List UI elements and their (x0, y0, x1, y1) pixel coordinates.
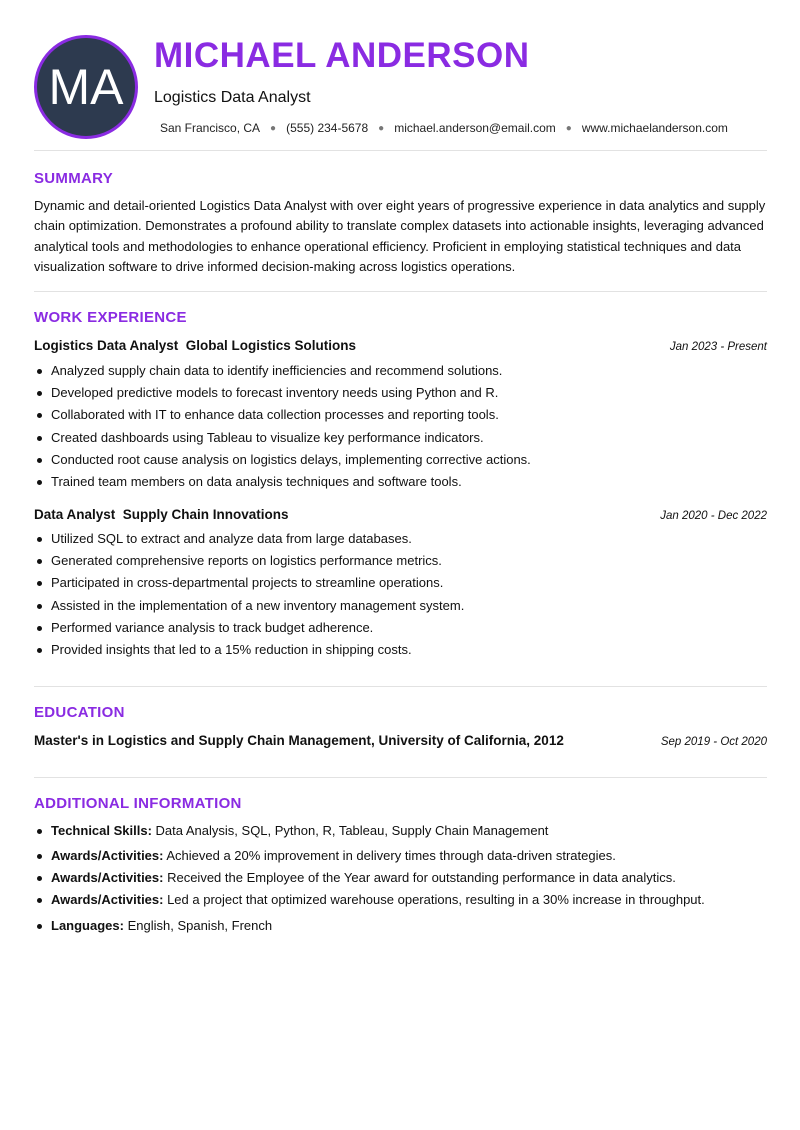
list-item: Conducted root cause analysis on logistics delays, implementing corrective actions. (51, 449, 531, 471)
list-item (51, 916, 705, 936)
divider (34, 686, 767, 687)
candidate-role: Logistics Data Analyst (154, 89, 311, 106)
job-dates: Jan 2023 - Present (669, 341, 767, 353)
list-item: Analyzed supply chain data to identify inefficiencies and recommend solutions. (51, 360, 531, 382)
info-text: Received the Employee of the Year award for outstanding performance in data analytics. (163, 870, 676, 885)
education-entry (34, 733, 767, 748)
education-dates: Sep 2019 - Oct 2020 (660, 736, 767, 748)
job-title: Logistics Data Analyst Global Logistics Solutions (34, 338, 357, 353)
candidate-name: MICHAEL ANDERSON (154, 36, 530, 75)
info-label: Technical Skills: (51, 823, 152, 838)
list-item: Collaborated with IT to enhance data collection processes and reporting tools. (51, 404, 531, 426)
list-item (51, 890, 705, 910)
job-header (34, 338, 767, 353)
divider (34, 777, 767, 778)
list-item (51, 846, 705, 866)
list-item: Assisted in the implementation of a new inventory management system. (51, 595, 464, 617)
list-item: Provided insights that led to a 15% reduction in shipping costs. (51, 639, 464, 661)
summary-heading: SUMMARY (34, 170, 114, 187)
contact-location: San Francisco, CA (160, 121, 261, 135)
list-item (51, 868, 705, 888)
list-item: Generated comprehensive reports on logistics performance metrics. (51, 550, 464, 572)
contact-line (160, 121, 728, 135)
info-label: Languages: (51, 918, 124, 933)
info-text: Data Analysis, SQL, Python, R, Tableau, Supply Chain Management (151, 823, 549, 838)
list-item: Created dashboards using Tableau to visualize key performance indicators. (51, 427, 531, 449)
contact-email[interactable]: michael.anderson@email.com (394, 121, 556, 135)
info-label: Awards/Activities: (51, 870, 164, 885)
list-item (51, 821, 705, 841)
contact-website[interactable]: www.michaelanderson.com (581, 121, 728, 135)
info-label: Awards/Activities: (51, 892, 164, 907)
separator-dot-icon: ● (378, 122, 385, 134)
list-item: Participated in cross-departmental projects to streamline operations. (51, 572, 464, 594)
info-label: Awards/Activities: (51, 848, 164, 863)
divider (34, 150, 767, 151)
avatar-initials: MA (48, 59, 124, 115)
education-degree: Master's in Logistics and Supply Chain Management, University of California, 2012 (34, 733, 564, 748)
divider (34, 291, 767, 292)
list-item: Utilized SQL to extract and analyze data from large databases. (51, 528, 464, 550)
contact-phone: (555) 234-5678 (286, 121, 369, 135)
list-item: Trained team members on data analysis techniques and software tools. (51, 471, 531, 493)
info-text: Led a project that optimized warehouse operations, resulting in a 30% increase in throughput. (163, 892, 705, 907)
separator-dot-icon: ● (565, 122, 572, 134)
list-item: Performed variance analysis to track budget adherence. (51, 617, 464, 639)
job-dates: Jan 2020 - Dec 2022 (660, 510, 767, 522)
summary-text: Dynamic and detail-oriented Logistics Data Analyst with over eight years of progressive experience in data analytics and supply chain optimization. Demonstrates a profound ability to translate complex datasets into actionable insights, leveraging advanced analytical tools and methodologies to enhance operational efficiency. Proficient in employing statistical techniques and data visualization software to drive informed decision-making across logistics operations. (34, 198, 766, 274)
additional-info-list (34, 821, 705, 936)
info-text: English, Spanish, French (123, 918, 273, 933)
separator-dot-icon: ● (270, 122, 277, 134)
work-experience-heading: WORK EXPERIENCE (34, 309, 187, 326)
list-item: Developed predictive models to forecast inventory needs using Python and R. (51, 382, 531, 404)
education-heading: EDUCATION (34, 704, 125, 721)
job-title: Data Analyst Supply Chain Innovations (34, 507, 289, 522)
info-text: Achieved a 20% improvement in delivery times through data-driven strategies. (163, 848, 616, 863)
additional-information-heading: ADDITIONAL INFORMATION (34, 795, 242, 812)
avatar (34, 35, 138, 139)
job-bullets (34, 528, 464, 661)
job-header (34, 507, 767, 522)
job-bullets (34, 360, 531, 493)
